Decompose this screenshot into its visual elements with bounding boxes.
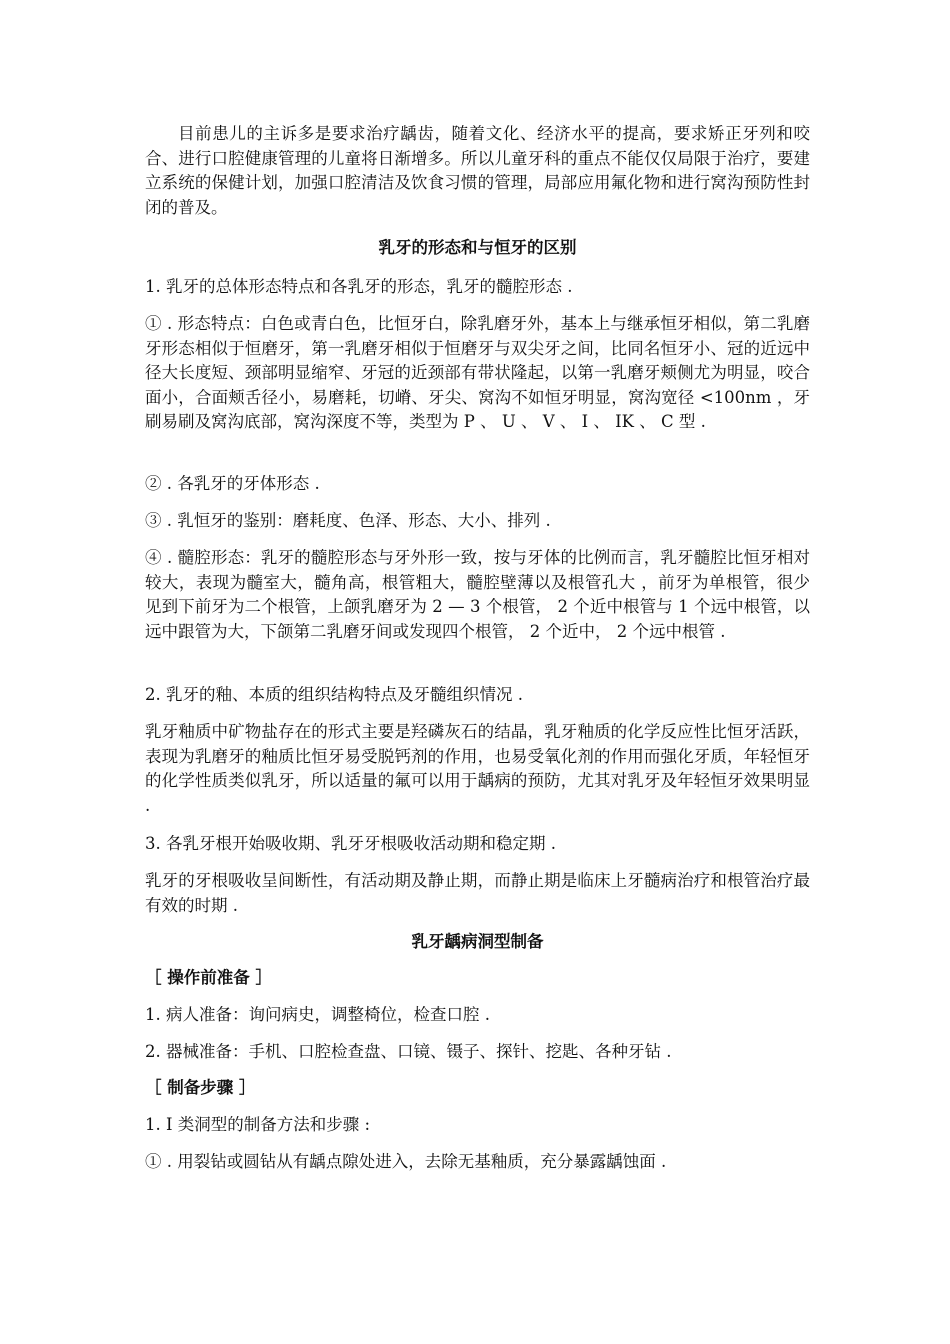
item-1-sub-2-tooth-forms: ② . 各乳牙的牙体形态 . [145, 474, 320, 493]
item-3-body: 乳牙的牙根吸收呈间断性，有活动期及静止期，而静止期是临床上牙髓病治疗和根管治疗最有效的时期 . [145, 871, 810, 915]
steps-heading: ［ 制备步骤 ］ [145, 1078, 256, 1097]
item-1-sub-4-pulp-cavity: ④ . 髓腔形态：乳牙的髓腔形态与牙外形一致，按与牙体的比例而言，乳牙髓腔比恒牙相对较大，表现为髓室大，髓角高，根管粗大，髓腔壁薄以及根管孔大 ，前牙为单根管，很少见到下前牙为二个根管，上颌乳磨牙为 2 — 3 个根管， 2 个近中根管与 1 个远中根管，以远中跟管为大，下颌第二乳磨牙间或发现四个根管， 2 个近中， 2 个远中根管 . [145, 548, 810, 641]
prep-heading: ［ 操作前准备 ］ [145, 968, 272, 987]
step-1-heading: 1. Ⅰ 类洞型的制备方法和步骤 : [145, 1115, 371, 1134]
section-title-primary-teeth-morphology: 乳牙的形态和与恒牙的区别 [378, 238, 577, 257]
intro-paragraph: 目前患儿的主诉多是要求治疗龋齿，随着文化、经济水平的提高，要求矫正牙列和咬合、进行口腔健康管理的儿童将日渐增多。所以儿童牙科的重点不能仅仅局限于治疗，要建立系统的保健计划，加强口腔清洁及饮食习惯的管理，局部应用氟化物和进行窝沟预防性封闭的普及。 [145, 124, 810, 217]
section-title-caries-cavity-prep: 乳牙龋病洞型制备 [411, 932, 544, 951]
item-2-body: 乳牙釉质中矿物盐存在的形式主要是羟磷灰石的结晶，乳牙釉质的化学反应性比恒牙活跃，表现为乳磨牙的釉质比恒牙易受脱钙剂的作用，也易受氧化剂的作用而强化牙质，年轻恒牙的化学性质类似乳牙，所以适量的氟可以用于龋病的预防，尤其对乳牙及年轻恒牙效果明显 . [145, 722, 810, 815]
item-1-heading: 1. 乳牙的总体形态特点和各乳牙的形态，乳牙的髓腔形态 . [145, 277, 573, 296]
item-3-heading: 3. 各乳牙根开始吸收期、乳牙牙根吸收活动期和稳定期 . [145, 834, 556, 853]
prep-item-1: 1. 病人准备：询问病史，调整椅位，检查口腔 . [145, 1005, 490, 1024]
item-1-sub-1-morphology-features: ① . 形态特点：白色或青白色，比恒牙白，除乳磨牙外，基本上与继承恒牙相似，第二乳磨牙形态相似于恒磨牙，第一乳磨牙相似于恒磨牙与双尖牙之间，比同名恒牙小、冠的近远中径大长度短、颈部明显缩窄、牙冠的近颈部有带状隆起，以第一乳磨牙颊侧尤为明显，咬合面小，合面颊舌径小，易磨耗，切嵴、牙尖、窝沟不如恒牙明显，窝沟宽径 <100nm ，牙刷易刷及窝沟底部，窝沟深度不等，类型为 P 、 U 、 V 、 I 、 IK 、 C 型 . [145, 314, 810, 431]
item-1-sub-3-identification: ③ . 乳恒牙的鉴别：磨耗度、色泽、形态、大小、排列 . [145, 511, 551, 530]
step-1-sub-1: ① . 用裂钻或圆钻从有龋点隙处进入，去除无基釉质，充分暴露龋蚀面 . [145, 1152, 667, 1171]
item-2-heading: 2. 乳牙的釉、本质的组织结构特点及牙髓组织情况 . [145, 685, 523, 704]
prep-item-2: 2. 器械准备：手机、口腔检查盘、口镜、镊子、探针、挖匙、各种牙钻 . [145, 1042, 672, 1061]
